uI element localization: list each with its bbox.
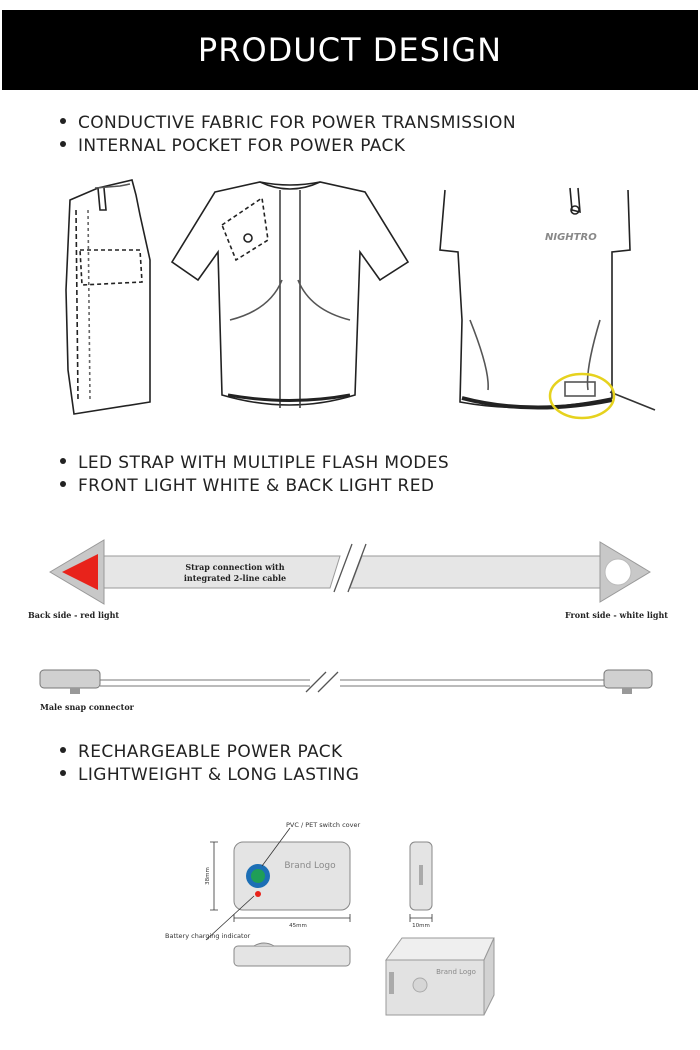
power-pack-front-view	[234, 842, 350, 910]
power-pack-bottom-view	[234, 943, 350, 966]
snap-connector	[70, 688, 80, 694]
white-light	[605, 559, 631, 585]
shirt-logo-text: NIGHTRO	[545, 232, 597, 243]
brand-logo: Brand Logo	[284, 861, 336, 871]
front-side-label: Front side - white light	[565, 610, 668, 620]
charging-indicator-led	[255, 891, 261, 897]
bullet-list-fabric	[60, 112, 516, 158]
back-side-label: Back side - red light	[28, 610, 120, 620]
bullet-item: INTERNAL POCKET FOR POWER PACK	[60, 135, 516, 158]
height-dimension: 38mm	[205, 867, 211, 885]
charging-indicator-label: Battery charging indicator	[165, 932, 251, 940]
power-pack-diagram	[0, 810, 700, 1045]
shirt-sketches	[0, 170, 700, 440]
page-title: PRODUCT DESIGN	[197, 31, 503, 69]
power-pack-side-view	[410, 842, 432, 922]
strap-cable-side-view	[40, 670, 652, 694]
bullet-list-power	[60, 741, 359, 787]
title-banner	[2, 10, 698, 90]
snap-connector-label: Male snap connector	[40, 702, 134, 712]
bullet-item: RECHARGEABLE POWER PACK	[60, 741, 359, 764]
bullet-list-led	[60, 452, 449, 498]
bullet-item: LED STRAP WITH MULTIPLE FLASH MODES	[60, 452, 449, 475]
power-button	[251, 869, 265, 883]
power-pack-3d-view	[386, 938, 494, 1015]
led-strap	[50, 540, 650, 604]
shirt-front-closeup-sketch	[440, 188, 655, 418]
bullet-item: CONDUCTIVE FABRIC FOR POWER TRANSMISSION	[60, 112, 516, 135]
bullet-item: FRONT LIGHT WHITE & BACK LIGHT RED	[60, 475, 449, 498]
led-strap-diagram	[0, 530, 700, 720]
depth-dimension: 10mm	[412, 923, 430, 929]
shirt-side-sketch	[66, 180, 150, 414]
brand-logo-3d: Brand Logo	[436, 968, 476, 976]
strap-label-line2: integrated 2-line cable	[183, 573, 287, 583]
shirt-back-sketch	[172, 182, 408, 408]
width-dimension: 45mm	[289, 923, 307, 929]
bullet-item: LIGHTWEIGHT & LONG LASTING	[60, 764, 359, 787]
strap-label-line1: Strap connection with	[185, 562, 285, 572]
switch-cover-label: PVC / PET switch cover	[286, 821, 361, 829]
